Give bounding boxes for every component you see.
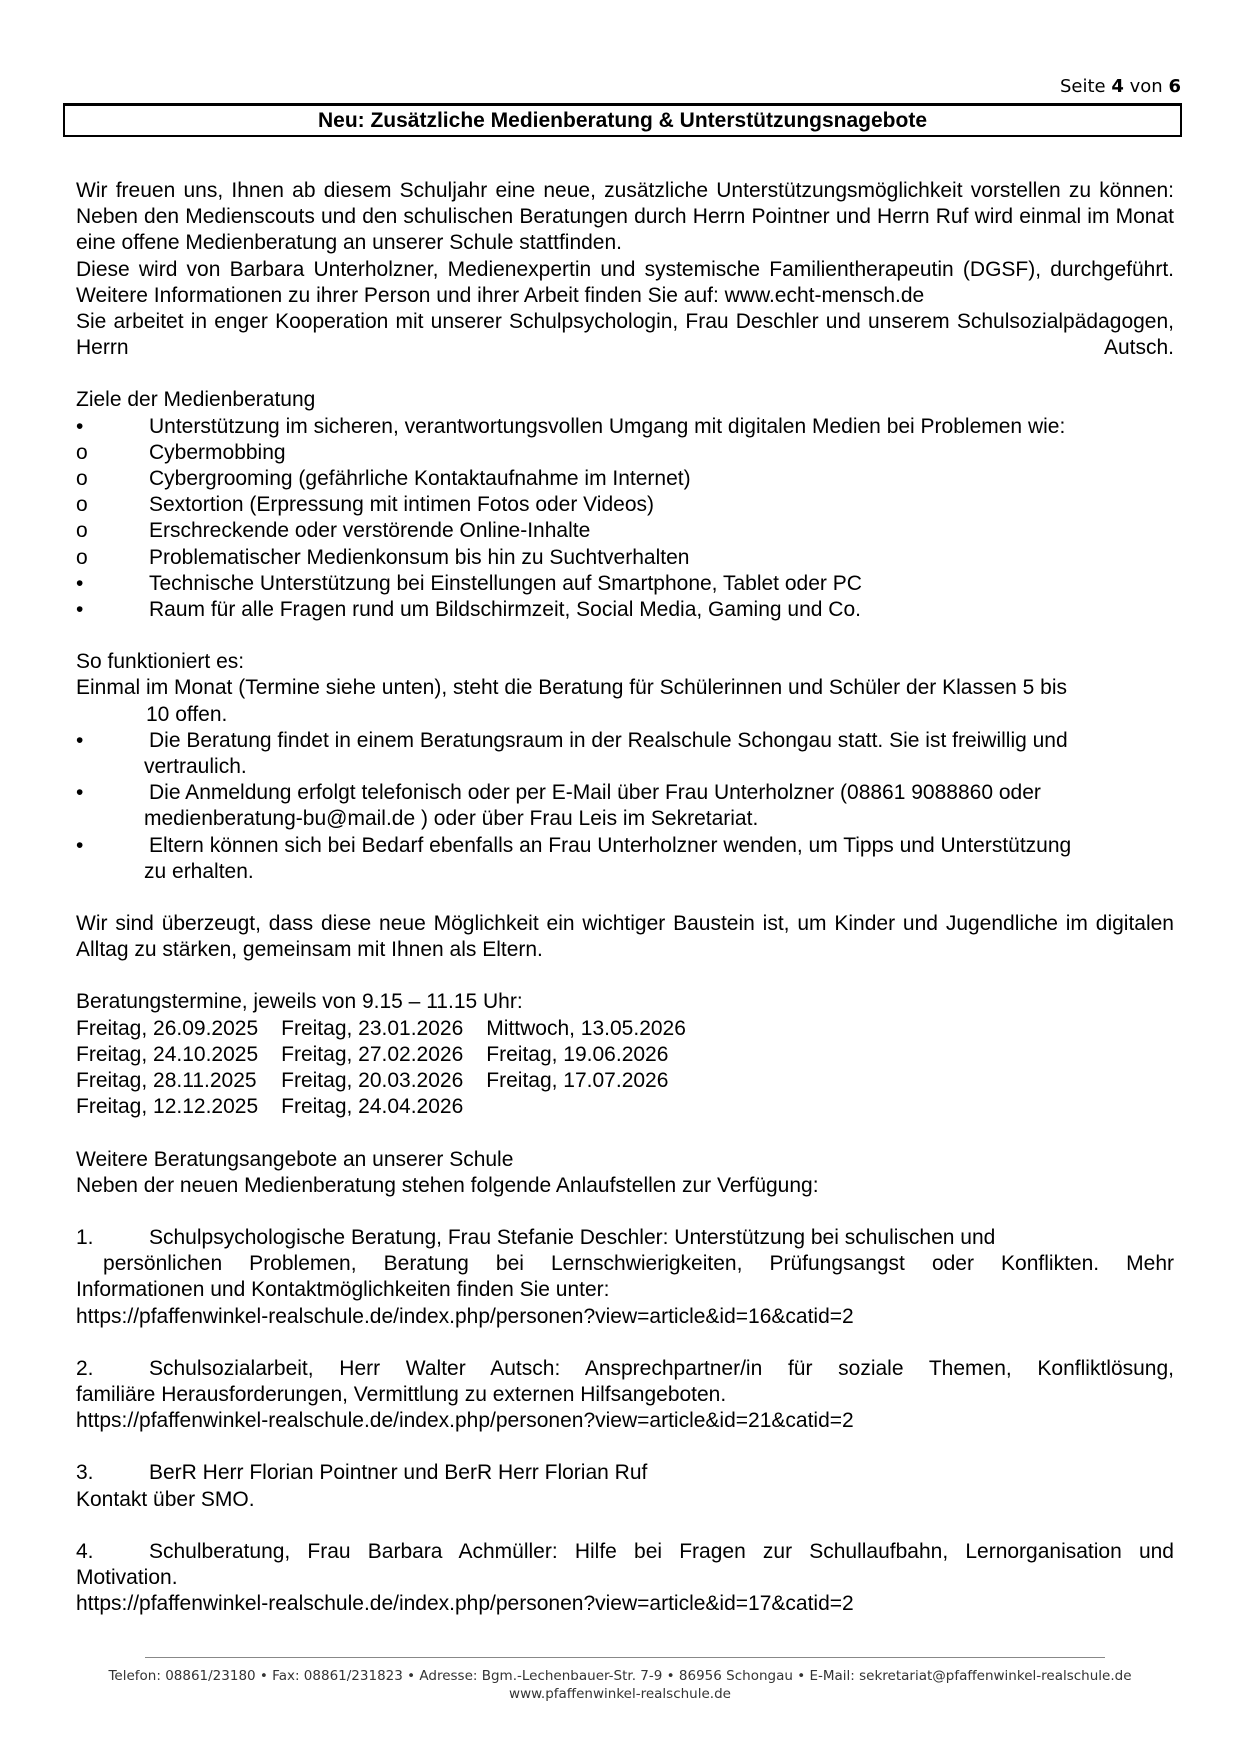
goals-heading: Ziele der Medienberatung <box>76 388 316 412</box>
footer-divider <box>145 1657 1105 1658</box>
table-row: Freitag, 28.11.2025 Freitag, 20.03.2026 Freitag, 17.07.2026 <box>76 1069 669 1093</box>
goals-list <box>76 414 1174 624</box>
howto-line: Einmal im Monat (Termine siehe unten), steht die Beratung für Schülerinnen und Schüler der Klassen 5 bis <box>76 676 1068 700</box>
list-item: • Eltern können sich bei Bedarf ebenfalls an Frau Unterholzner wenden, um Tipps und Unterstützung zu erhalten. <box>76 833 1072 883</box>
more-intro: Neben der neuen Medienberatung stehen folgende Anlaufstellen zur Verfügung: <box>76 1173 819 1197</box>
offer-2: 2. Schulsozialarbeit, Herr Walter Autsch: Ansprechpartner/in für soziale Themen, Konfliktlösung, familiäre Herausforderungen, Vermittlung zu externen Hilfsangeboten. https://pfaffenwinkel-realschule.de/index.php/personen?view=article&id=21&catid=2 <box>76 1356 1174 1435</box>
list-item: • Technische Unterstützung bei Einstellungen auf Smartphone, Tablet oder PC <box>76 571 862 595</box>
closing-paragraph: Wir sind überzeugt, dass diese neue Möglichkeit ein wichtiger Baustein ist, um Kinder und Jugendliche im digitalen Alltag zu stärken, gemeinsam mit Ihnen als Eltern. <box>76 912 1174 962</box>
intro-paragraph-1: Wir freuen uns, Ihnen ab diesem Schuljahr eine neue, zusätzliche Unterstützungsmöglichkeit vorstellen zu können: Neben den Medienscouts und den schulischen Beratungen durch Herrn Pointner und Herrn Ruf wird einmal im Monat eine offene Medienberatung an unserer Schule stattfinden. <box>76 179 1174 255</box>
footer <box>100 1667 1140 1703</box>
offer-4: 4. Schulberatung, Frau Barbara Achmüller: Hilfe bei Fragen zur Schullaufbahn, Lernorganisation und Motivation. https://pfaffenwinkel-realschule.de/index.php/personen?view=article&id=17&catid=2 <box>76 1539 1174 1618</box>
intro-paragraph-3: Sie arbeitet in enger Kooperation mit unserer Schulpsychologin, Frau Deschler und unserem Schulsozialpädagogen, Herrn Autsch. <box>76 310 1174 360</box>
list-item: o Cybermobbing <box>76 440 286 464</box>
page-number: Seite 4 von 6 <box>1060 76 1181 97</box>
intro-paragraph-2: Diese wird von Barbara Unterholzner, Medienexpertin und systemische Familientherapeutin (DGSF), durchgeführt. Weitere Informationen zu ihrer Person und ihrer Arbeit finden Sie auf: www.echt-mensch.de <box>76 257 1174 307</box>
list-item: o Sextortion (Erpressung mit intimen Fotos oder Videos) <box>76 493 655 517</box>
howto-line-cont: 10 offen. <box>146 702 228 726</box>
dates-heading: Beratungstermine, jeweils von 9.15 – 11.15 Uhr: <box>76 990 523 1014</box>
table-row: Freitag, 26.09.2025 Freitag, 23.01.2026 Mittwoch, 13.05.2026 <box>76 1016 686 1040</box>
list-item: • Die Anmeldung erfolgt telefonisch oder per E-Mail über Frau Unterholzner (08861 9088860 oder medienberatung-bu@mail.de ) oder über Frau Leis im Sekretariat. <box>76 781 1041 831</box>
list-item: • Unterstützung im sicheren, verantwortungsvollen Umgang mit digitalen Medien bei Problemen wie: <box>76 414 1066 438</box>
table-row: Freitag, 24.10.2025 Freitag, 27.02.2026 Freitag, 19.06.2026 <box>76 1042 669 1066</box>
more-heading: Weitere Beratungsangebote an unserer Schule <box>76 1147 514 1171</box>
dates-table <box>76 1016 709 1121</box>
list-item: • Die Beratung findet in einem Beratungsraum in der Realschule Schongau statt. Sie ist freiwillig und vertraulich. <box>76 728 1068 779</box>
footer-contact: Telefon: 08861/23180 • Fax: 08861/231823 • Adresse: Bgm.-Lechenbauer-Str. 7-9 • 86956 Schongau • E-Mail: sekretariat@pfaffenwinkel-realschule.de <box>108 1668 1132 1684</box>
offer-2-link[interactable]: https://pfaffenwinkel-realschule.de/index.php/personen?view=article&id=21&catid=2 <box>76 1409 854 1433</box>
howto-heading: So funktioniert es: <box>76 650 245 674</box>
list-item: o Erschreckende oder verstörende Online-Inhalte <box>76 519 591 543</box>
footer-website[interactable]: www.pfaffenwinkel-realschule.de <box>509 1686 731 1702</box>
document-body <box>76 178 1174 1617</box>
list-item: o Cybergrooming (gefährliche Kontaktaufnahme im Internet) <box>76 467 691 491</box>
list-item: o Problematischer Medienkonsum bis hin zu Suchtverhalten <box>76 545 690 569</box>
offer-3: 3. BerR Herr Florian Pointner und BerR Herr Florian Ruf Kontakt über SMO. <box>76 1461 648 1511</box>
table-row: Freitag, 12.12.2025 Freitag, 24.04.2026 <box>76 1095 464 1119</box>
page-title: Neu: Zusätzliche Medienberatung & Unterstützungsnagebote <box>63 103 1182 137</box>
list-item: • Raum für alle Fragen rund um Bildschirmzeit, Social Media, Gaming und Co. <box>76 598 861 622</box>
offer-4-link[interactable]: https://pfaffenwinkel-realschule.de/index.php/personen?view=article&id=17&catid=2 <box>76 1592 854 1616</box>
offer-1-link[interactable]: https://pfaffenwinkel-realschule.de/index.php/personen?view=article&id=16&catid=2 <box>76 1304 854 1328</box>
offer-1: 1. Schulpsychologische Beratung, Frau Stefanie Deschler: Unterstützung bei schulischen und persönlichen Problemen, Beratung bei Lernschwierigkeiten, Prüfungsangst oder Konflikten. Mehr Informationen und Kontaktmöglichkeiten finden Sie unter: https://pfaffenwinkel-realschule.de/index.php/personen?view=article&id=16&catid=2 <box>76 1225 1174 1330</box>
